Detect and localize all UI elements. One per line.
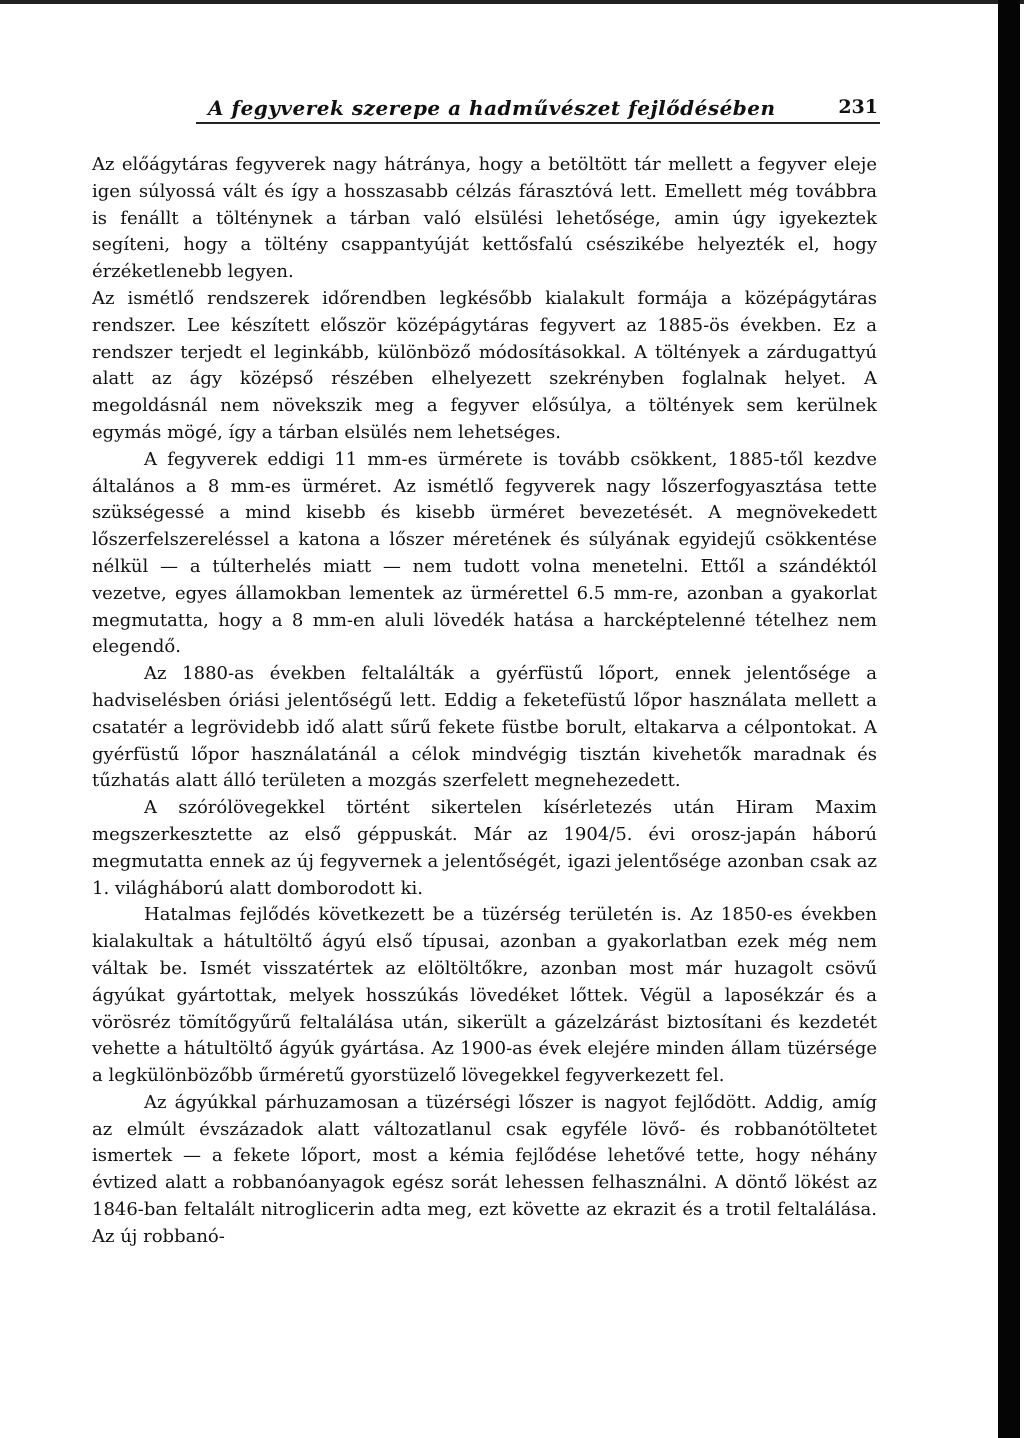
paragraph: A szórólövegekkel történt sikertelen kísérletezés után Hiram Maxim megszerkesztette az első géppuskát. Már az 1904/5. évi orosz-japán háború megmutatta ennek az új fegyvernek a jelentőségét, igazi jelentősége azonban csak az 1. világháború alatt domborodott ki. — [92, 797, 877, 899]
header-rule — [196, 122, 880, 124]
top-edge-rule — [0, 0, 1024, 4]
body-text — [92, 152, 877, 1251]
paragraph: Az 1880-as években feltalálták a gyérfüstű lőport, ennek jelentősége a hadviselésben óriási jelentőségű lett. Eddig a feketefüstű lőpor használata mellett a csatatér a legrövidebb idő alatt sűrű fekete füstbe borult, eltakarva a célpontokat. A gyérfüstű lőpor használatánál a célok mindvégig tisztán kivehetők maradnak és tűzhatás alatt álló területen a mozgás szerfelett megnehezedett. — [92, 663, 877, 792]
running-head: A fegyverek szerepe a hadművészet fejlődésében — [208, 96, 776, 120]
paragraph: A fegyverek eddigi 11 mm-es ürmérete is tovább csökkent, 1885-től kezdve általános a 8 mm-es ürméret. Az ismétlő fegyverek nagy lőszerfogyasztása tette szükségessé a mind kisebb és kisebb ürméret bevezetését. A megnövekedett lőszerfelszereléssel a katona a lőszer méretének és súlyának egyidejű csökkentése nélkül — a túlterhelés miatt — nem tudott volna menetelni. Ettől a szándéktól vezetve, egyes államokban lementek az ürmérettel 6.5 mm-re, azonban a gyakorlat megmutatta, hogy a 8 mm-en aluli lövedék hatása a harcképtelenné tételhez nem elegendő. — [92, 448, 877, 658]
paragraph: Az előágytáras fegyverek nagy hátránya, hogy a betöltött tár mellett a fegyver eleje igen súlyossá vált és így a hosszasabb célzás fárasztóvá lett. Emellett még továbbra is fenállt a tölténynek a tárban való elsülési lehetősége, amin úgy igyekeztek segíteni, hogy a töltény csappantyúját kettősfalú csészikébe helyezték el, hogy érzéketlenebb legyen. — [92, 154, 877, 283]
paragraph: Hatalmas fejlődés következett be a tüzérség területén is. Az 1850-es években kialakultak a hátultöltő ágyú első típusai, azonban a gyakorlatban ezek még nem váltak be. Ismét visszatértek az elöltöltőkre, azonban most már huzagolt csövű ágyúkat gyártottak, melyek hosszúkás lövedéket lőttek. Végül a laposékzár és a vörösréz tömítőgyűrű feltalálása után, sikerült a gázelzárást biztosítani és kezdetét vehette a hátultöltő ágyúk gyártása. Az 1900-as évek elejére minden állam tüzérsége a legkülönbözőbb űrméretű gyorstüzelő lövegekkel fegyverkezett fel. — [92, 904, 877, 1087]
scan-edge-shadow — [998, 0, 1020, 1438]
page-number: 231 — [838, 96, 878, 118]
page-header — [208, 96, 878, 122]
paragraph: Az ismétlő rendszerek időrendben legkésőbb kialakult formája a középágytáras rendszer. Lee készített először középágytáras fegyvert az 1885-ös években. Ez a rendszer terjedt el leginkább, különböző módosításokkal. A töltények a zárdugattyú alatt az ágy középső részében elhelyezett szekrényben foglalnak helyet. A megoldásnál nem növekszik meg a fegyver elősúlya, a töltények sem kerülnek egymás mögé, így a tárban elsülés nem lehetséges. — [92, 287, 877, 443]
paragraph: Az ágyúkkal párhuzamosan a tüzérségi lőszer is nagyot fejlődött. Addig, amíg az elmúlt évszázadok alatt változatlanul csak egyféle lövő- és robbanótöltetet ismertek — a fekete lőport, most a kémia fejlődése lehetővé tette, hogy néhány évtized alatt a robbanóanyagok egész sorát lehessen felhasználni. A döntő lökést az 1846-ban feltalált nitroglicerin adta meg, ezt követte az ekrazit és a trotil feltalálása. Az új robbanó- — [92, 1091, 877, 1247]
